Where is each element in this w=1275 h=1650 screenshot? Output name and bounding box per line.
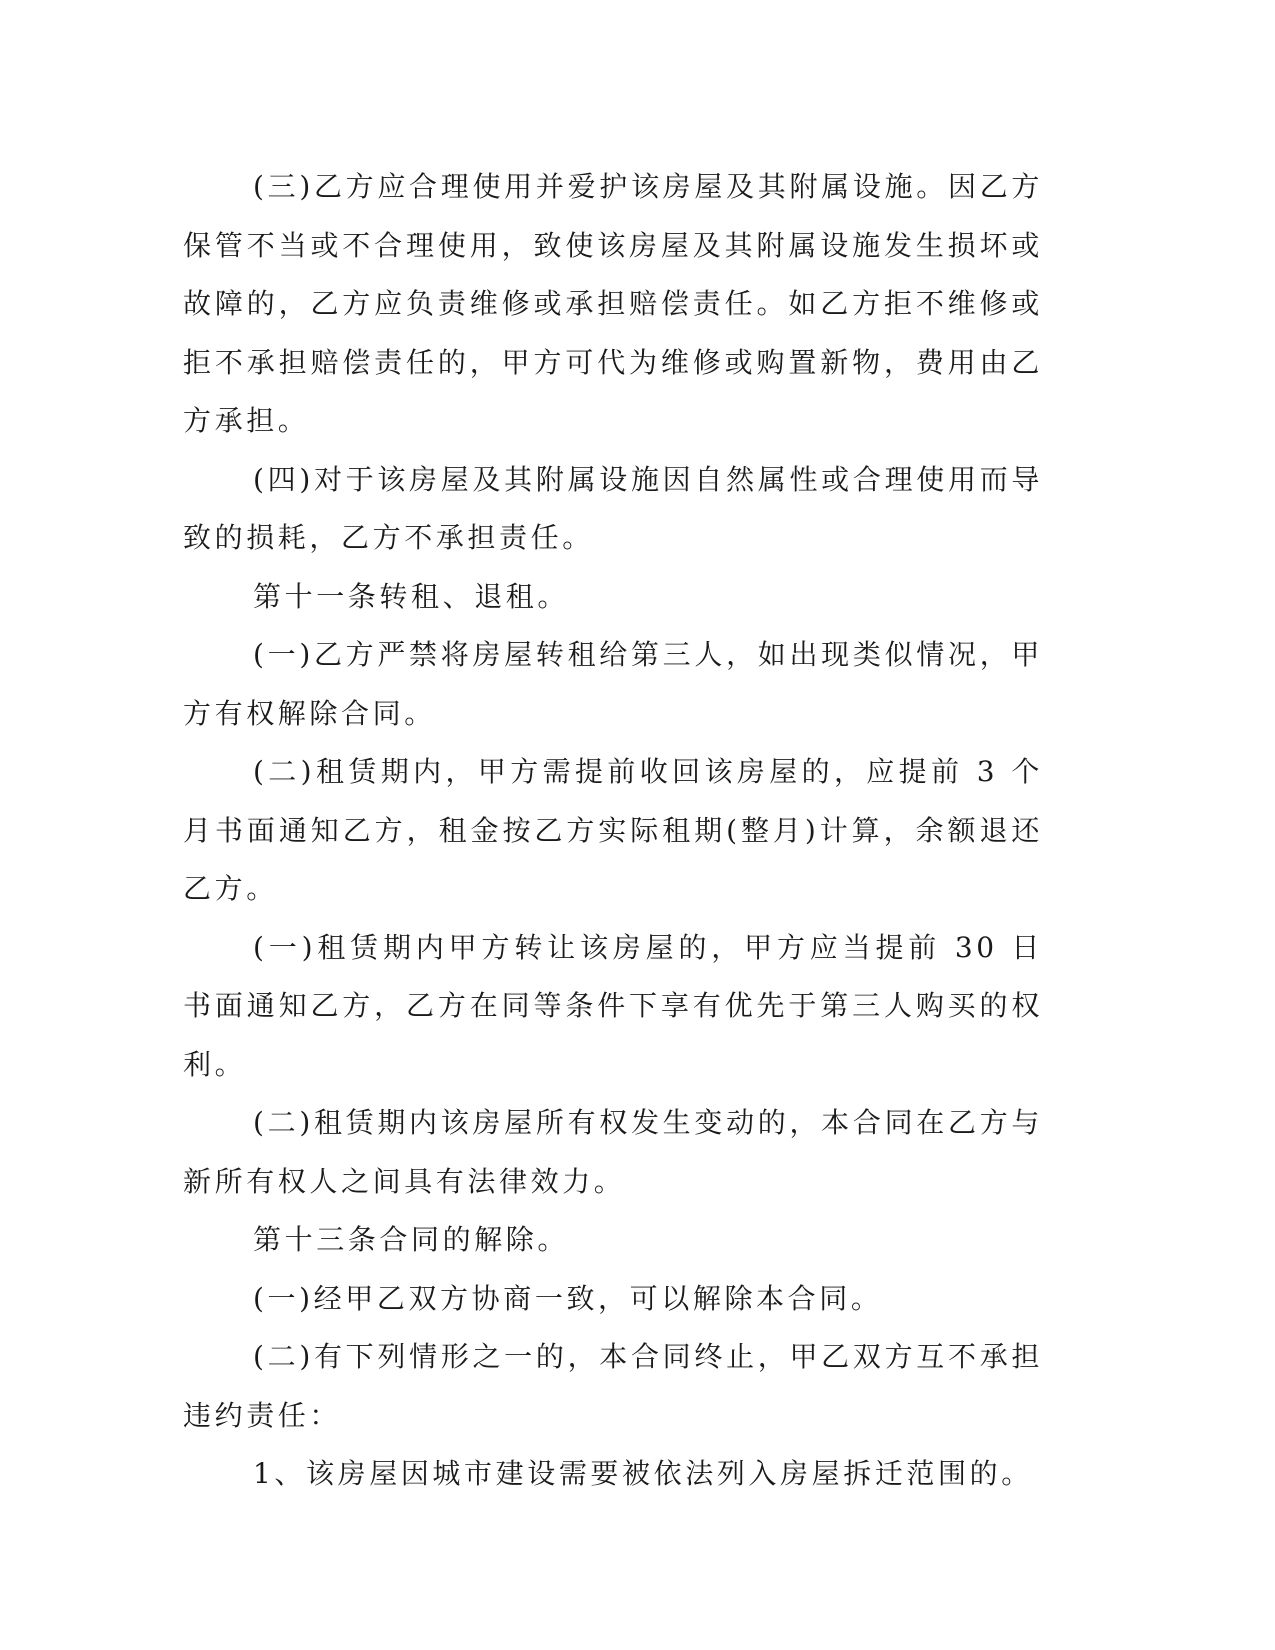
paragraph-early-recovery: (二)租赁期内，甲方需提前收回该房屋的，应提前 3 个月书面通知乙方，租金按乙方实际租期(整月)计算，余额退还乙方。: [183, 755, 1043, 905]
paragraph-demolition-condition: 1、该房屋因城市建设需要被依法列入房屋拆迁范围的。: [253, 1457, 1033, 1490]
paragraph-mutual-termination: (一)经甲乙双方协商一致，可以解除本合同。: [253, 1281, 883, 1315]
paragraph-termination-conditions: (二)有下列情形之一的，本合同终止，甲乙双方互不承担违约责任：: [183, 1340, 1043, 1432]
paragraph-transfer-notice: (一)租赁期内甲方转让该房屋的，甲方应当提前 30 日书面通知乙方，乙方在同等条件下享有优先于第三人购买的权利。: [183, 930, 1043, 1081]
paragraph-sublease-ban: (一)乙方严禁将房屋转租给第三人，如出现类似情况，甲方有权解除合同。: [183, 638, 1043, 730]
paragraph-clause-4-wear: (四)对于该房屋及其附属设施因自然属性或合理使用而导致的损耗，乙方不承担责任。: [183, 462, 1043, 554]
paragraph-ownership-change: (二)租赁期内该房屋所有权发生变动的，本合同在乙方与新所有权人之间具有法律效力。: [183, 1106, 1043, 1198]
article-11-heading: 第十一条转租、退租。: [253, 579, 570, 613]
paragraph-clause-3-maintenance: (三)乙方应合理使用并爱护该房屋及其附属设施。因乙方保管不当或不合理使用，致使该房屋及其附属设施发生损坏或故障的，乙方应负责维修或承担赔偿责任。如乙方拒不维修或拒不承担赔偿责任的，甲方可代为维修或购置新物，费用由乙方承担。: [183, 170, 1043, 437]
document-body: [183, 158, 1043, 1504]
article-13-heading: 第十三条合同的解除。: [253, 1223, 570, 1256]
